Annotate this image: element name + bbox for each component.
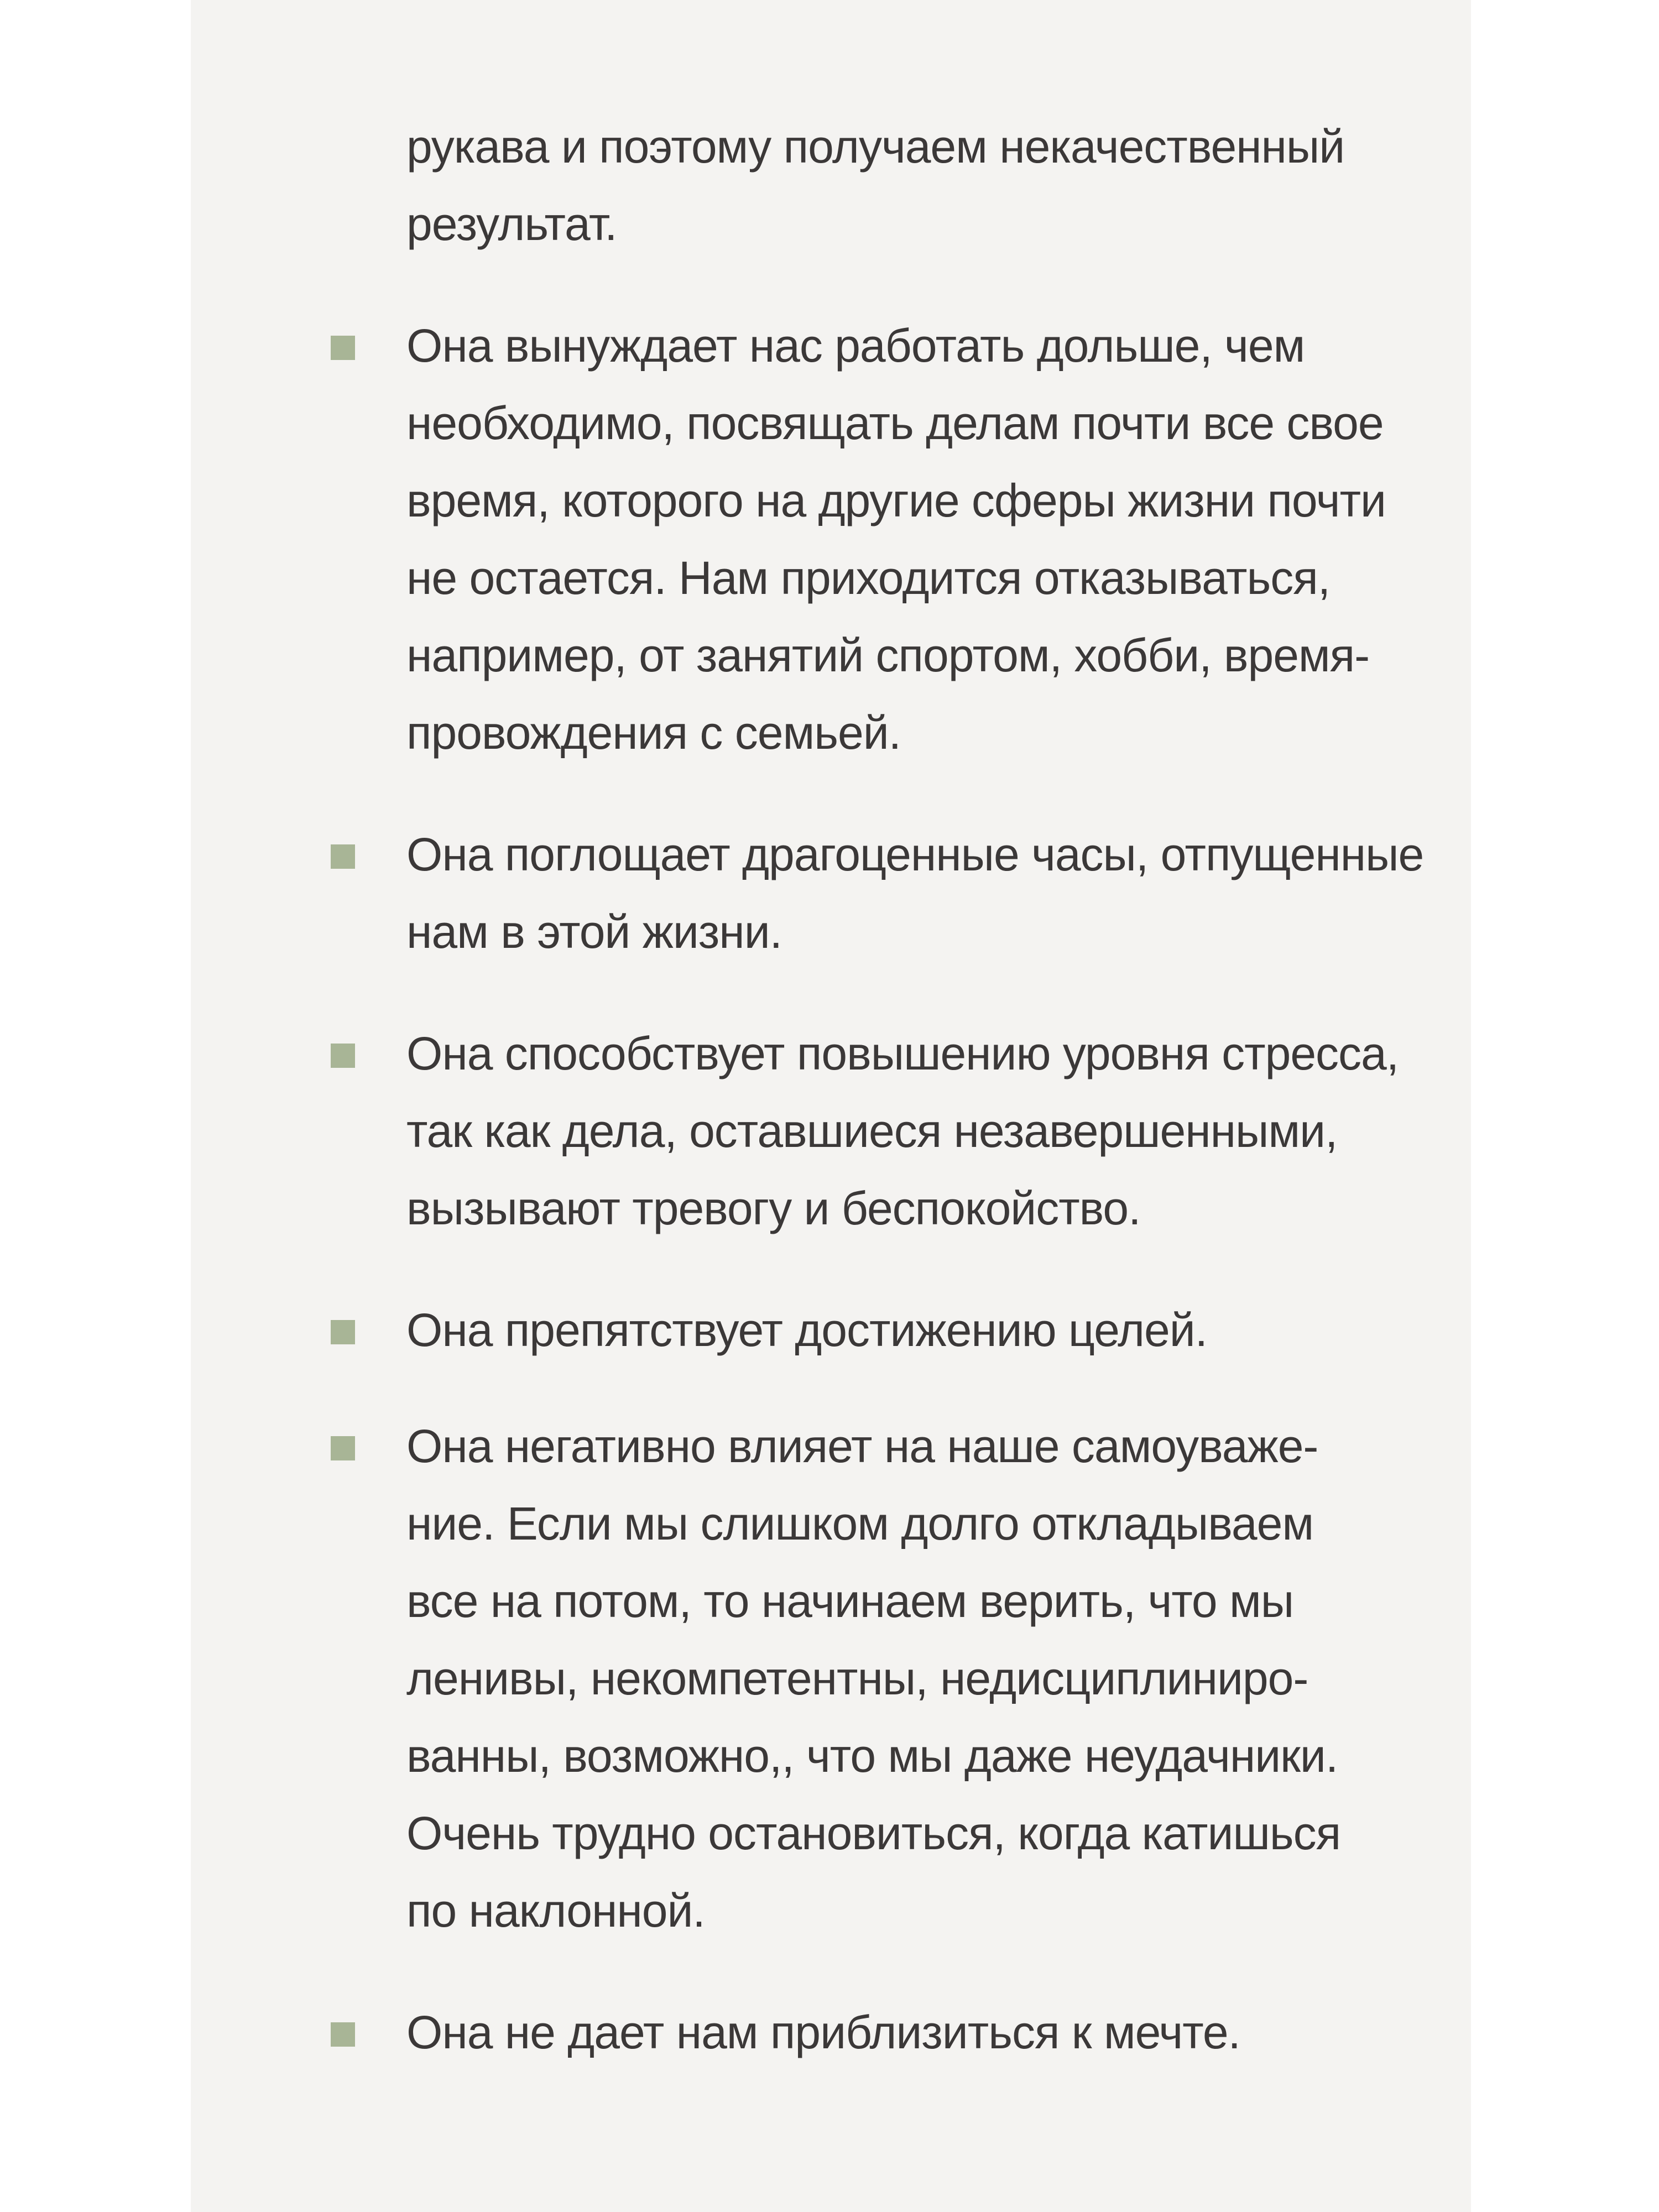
bullet-3-line: Она способствует повышению уровня стресса, <box>406 1027 1399 1079</box>
bullet-1-line: необходимо, посвящать делам почти все свое <box>406 397 1384 449</box>
bullet-3-line: вызывают тревогу и беспокойство. <box>406 1182 1141 1234</box>
bullet-5-line: по наклонной. <box>406 1885 705 1937</box>
bullet-5-line: все на потом, то начинаем верить, что мы <box>406 1575 1294 1627</box>
bullet-marker <box>331 844 355 869</box>
bullet-marker <box>331 1044 355 1068</box>
book-page <box>191 0 1471 2212</box>
bullet-6-line: Она не дает нам приблизиться к мечте. <box>406 2006 1240 2058</box>
page-edge-background <box>1471 0 1659 2212</box>
bullet-marker <box>331 1436 355 1460</box>
bullet-5-line: ленивы, некомпетентны, недисциплиниро- <box>406 1652 1308 1704</box>
page-text <box>191 0 1471 2212</box>
bullet-marker <box>331 1320 355 1344</box>
bullet-marker <box>331 2022 355 2047</box>
bullet-1-line: Она вынуждает нас работать дольше, чем <box>406 320 1305 372</box>
bullet-5-line: ванны, возможно,, что мы даже неудачники. <box>406 1730 1338 1782</box>
continuation-line: рукава и поэтому получаем некачественный <box>406 121 1345 173</box>
bullet-2-line: нам в этой жизни. <box>406 906 782 958</box>
bullet-3-line: так как дела, оставшиеся незавершенными, <box>406 1105 1338 1157</box>
continuation-line: результат. <box>406 198 617 250</box>
bullet-4-line: Она препятствует достижению целей. <box>406 1304 1208 1356</box>
bullet-marker <box>331 336 355 360</box>
bullet-1-line: не остается. Нам приходится отказываться, <box>406 552 1331 604</box>
bullet-5-line: Она негативно влияет на наше самоуваже- <box>406 1420 1318 1472</box>
bullet-1-line: время, которого на другие сферы жизни почти <box>406 474 1386 526</box>
bullet-5-line: ние. Если мы слишком долго откладываем <box>406 1498 1314 1550</box>
bullet-1-line: например, от занятий спортом, хобби, время- <box>406 629 1370 681</box>
bullet-5-line: Очень трудно остановиться, когда катишься <box>406 1807 1341 1859</box>
bullet-1-line: провождения с семьей. <box>406 707 901 759</box>
bullet-2-line: Она поглощает драгоценные часы, отпущенные <box>406 828 1424 880</box>
